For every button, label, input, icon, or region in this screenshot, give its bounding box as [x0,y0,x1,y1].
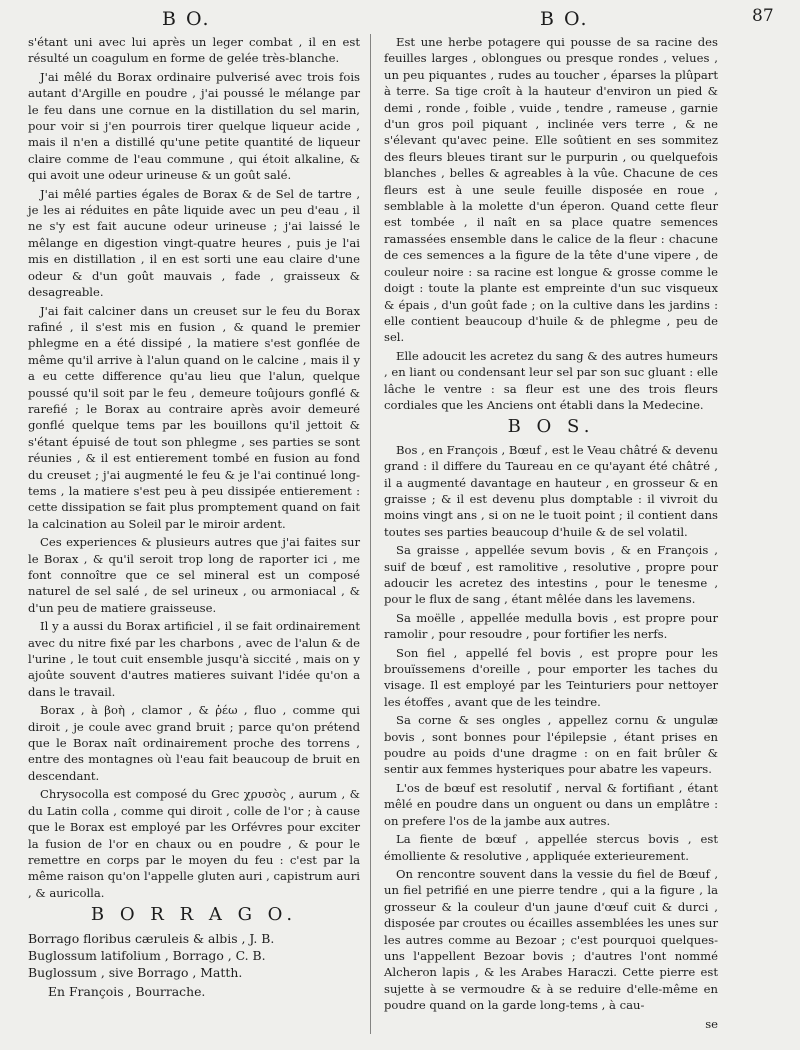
paragraph: Elle adoucit les acretez du sang & des autres humeurs , en liant ou condensant leur sel par son suc gluant : elle lâche le ventre : sa fleur est une des trois fleurs cordiales que les Anciens ont établi dans la Medecine. [384,348,718,412]
right-column [384,34,718,1032]
paragraph: Il y a aussi du Borax artificiel , il se fait ordinairement avec du nitre fixé par les charbons , avec de l'alun & de l'urine , le tout cuit ensemble jusqu'à siccité , mais on y ajoûte souvent d'autres matieres suivant l'idée qu'on a dans le travail. [28,619,360,699]
paragraph: Sa corne & ses ongles , appellez cornu & ungulæ bovis , sont bonnes pour l'épilepsie , étant prises en poudre au poids d'une dragme : on en fait brûler & sentir aux femmes hysteriques pour abatre les vapeurs. [384,713,718,777]
paragraph: Ces experiences & plusieurs autres que j'ai faites sur le Borax , & qu'il seroit trop long de raporter ici , me font connoître que ce sel mineral est un composé naturel de sel salé , de sel urineux , ou armoniacal , & d'un peu de matiere graisseuse. [28,535,360,615]
french-name: En François , Bourrache. [48,983,206,999]
running-header [0,4,800,34]
paragraph: Bos , en François , Bœuf , est le Veau châtré & devenu grand : il differe du Taureau en ce qu'ayant été châtré , il a augmenté davantage en hauteur , en grosseur & en graisse ; & il est devenu plus domptable : il vivroit du moins vingt ans , si on ne le tuoit point ; il contient dans toutes ses parties beaucoup d'huile & de sel volatil. [384,442,718,539]
paragraph: Sa graisse , appellée sevum bovis , & en François , suif de bœuf , est ramolitive , resolutive , propre pour adoucir les acretez des intestins , pour le tenesme , pour le flux de sang , étant mêlée dans les lavemens. [384,543,718,607]
catchword: se [705,1016,718,1031]
paragraph: Chrysocolla est composé du Grec χρυσὸς , aurum , & du Latin colla , comme qui diroit , colle de l'or ; à cause que le Borax est employé par les Orfévres pour exciter la fusion de l'or en chaux ou en poudre , & pour le remettre en corps par le moyen du feu : c'est par la même raison qu'on l'appelle gluten auri , capistrum auri , & auricolla. [28,787,360,900]
left-column [28,34,360,1001]
synonym-line: Buglossum , sive Borrago , Matth. [28,964,243,980]
paragraph: J'ai mêlé du Borax ordinaire pulverisé avec trois fois autant d'Argille en poudre , j'ai poussé le mélange par le feu dans une cornue en la distillation du sel marin, pour voir si j'en pourrois tirer quelque liqueur acide , mais il n'en a distillé qu'une petite quantité de liqueur claire comme de l'eau commune , qui étoit alkaline, & qui avoit une odeur urineuse & un goût salé. [28,69,360,183]
paragraph: On rencontre souvent dans la vessie du fiel de Bœuf , un fiel petrifié en une pierre tendre , qui a la figure , la grosseur & la couleur d'un jaune d'œuf cuit & durci , disposée par croutes ou écailles assemblées les unes sur les autres comme au Bezoar ; c'est pourquoi quelques-uns l'appellent Bezoar bovis ; d'autres l'ont nommé Alcheron lapis , & les Arabes Haraczi. Cette pierre est sujette à se vermoudre & à se reduire d'elle-même en poudre quand on la garde long-tems , à cau- [384,866,718,1013]
synonym-line: Borrago floribus cæruleis & albis , J. B. [28,930,275,946]
paragraph: Borax , à βοὴ , clamor , & ῥέω , fluo , comme qui diroit , je coule avec grand bruit ; parce qu'on prétend que le Borax naît ordinairement proche des torrens , entre des montagnes où l'eau fait beaucoup de bruit en descendant. [28,703,360,783]
paragraph: J'ai mêlé parties égales de Borax & de Sel de tartre , je les ai réduites en pâte liquide avec un peu d'eau , il ne s'y est fait aucune odeur urineuse ; j'ai laissé le mêlange en digestion vingt-quatre heures , puis je l'ai mis en distillation , il en est sorti une eau claire d'une odeur & d'un goût mauvais , fade , graisseux & desagreable. [28,186,360,300]
header-right: B O. [540,8,589,30]
synonym-line: Buglossum latifolium , Borrago , C. B. [28,947,266,963]
paragraph: La fiente de bœuf , appellée stercus bovis , est émolliente & resolutive , appliquée exterieurement. [384,832,718,863]
page-number: 87 [752,6,774,26]
column-divider [370,34,371,1034]
paragraph: Sa moëlle , appellée medulla bovis , est propre pour ramolir , pour resoudre , pour fortifier les nerfs. [384,610,718,642]
header-left: B O. [162,8,211,30]
paragraph: s'étant uni avec lui après un leger combat , il en est résulté un coagulum en forme de gelée très-blanche. [28,35,360,66]
paragraph: L'os de bœuf est resolutif , nerval & fortifiant , étant mêlé en poudre dans un onguent ou dans un emplâtre : on prefere l'os de la jambe aux autres. [384,780,718,828]
paragraph: Est une herbe potagere qui pousse de sa racine des feuilles larges , oblongues ou presque rondes , velues , un peu piquantes , rudes au toucher , éparses la plûpart à terre. Sa tige croît à la hauteur d'environ un pied & demi , ronde , foible , vuide , tendre , rameuse , garnie d'un gros poil piquant , inclinée vers terre , & ne s'élevant qu'avec peine. Elle soûtient en ses sommitez des fleurs bleues tirant sur le purpurin , ou quelquefois blanches , belles & agreables à la vûe. Chacune de ces fleurs est à une seule feuille disposée en roue , semblable à la molette d'un éperon. Quand cette fleur est tombée , il naît en sa place quatre semences ramassées ensemble dans le calice de la fleur : chacune de ces semences a la figure de la tête d'une vipere , de couleur noire : sa racine est longue & grosse comme le doigt : toute la plante est empreinte d'un suc visqueux & épais , d'un goût fade ; on la cultive dans les jardins : elle contient beaucoup d'huile & de phlegme , peu de sel. [384,35,718,345]
paragraph: Son fiel , appellé fel bovis , est propre pour les brouïssemens d'oreille , pour emporter les taches du visage. Il est employé par les Teinturiers pour nettoyer les étoffes , avant que de les teindre. [384,645,718,709]
section-heading-borrago: B O R R A G O. [90,904,298,926]
section-heading-bos: B O S. [507,416,595,438]
paragraph: J'ai fait calciner dans un creuset sur le feu du Borax rafiné , il s'est mis en fusion , & quand le premier phlegme en a été dissipé , la matiere s'est gonflée de même qu'il arrive à l'alun quand on le calcine , mais il y a eu cette difference qu'au lieu que l'alun, quelque poussé qu'il soit par le feu , demeure toûjours gonflé & rarefié ; le Borax au contraire après avoir demeuré gonflé quelque tems par les bouillons qu'il jettoit & s'étant épuisé de tout son phlegme , ses parties se sont réunies , & il est entierement tombé en fusion au fond du creuset ; j'ai augmenté le feu & je l'ai continué long-tems , la matiere s'est peu à peu dissipée entierement : cette dissipation se fait plus promptement quand on fait la calcination au Soleil par le miroir ardent. [28,303,360,531]
